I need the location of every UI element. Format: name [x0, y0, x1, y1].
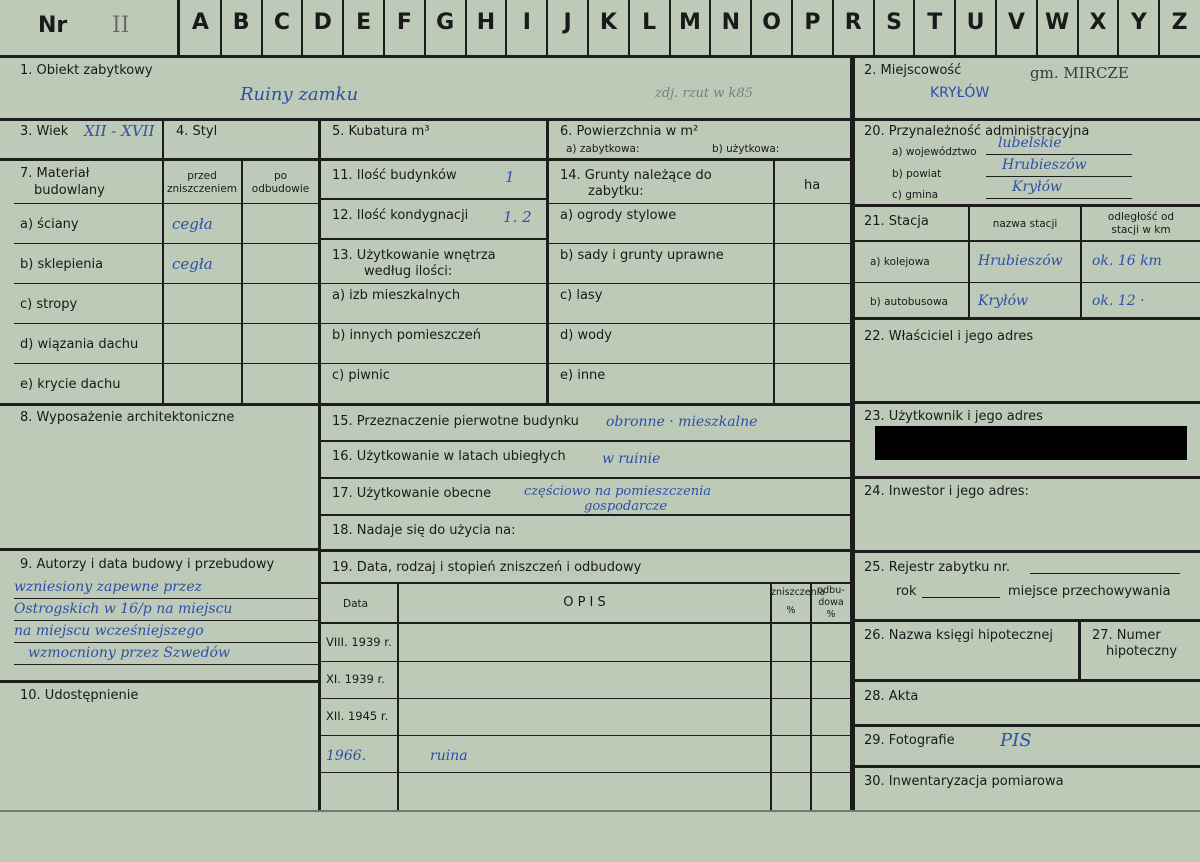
nr-value: II	[112, 13, 130, 38]
f17-bottom-line	[321, 514, 850, 516]
field-30-label: 30. Inwentaryzacja pomiarowa	[864, 774, 1064, 789]
f19-row-date: VIII. 1939 r.	[326, 635, 392, 649]
f7-row-label: b) sklepienia	[20, 257, 104, 272]
f9-line-4	[14, 664, 318, 665]
field-2-value: KRYŁÓW	[930, 85, 990, 101]
f21-head-dist-a: odległość od	[1107, 211, 1175, 223]
f19-row-opis: ruina	[430, 748, 468, 764]
f19-head-z2: %	[786, 605, 796, 616]
letter-index-a: A	[191, 10, 209, 35]
f7-row-label: e) krycie dachu	[20, 377, 121, 392]
field-27-label2: hipoteczny	[1106, 644, 1178, 659]
f14-line-1	[549, 203, 850, 204]
f21-head-line	[855, 240, 1200, 242]
field-16-label: 16. Użytkowanie w latach ubiegłych	[332, 449, 566, 464]
field-15-value: obronne · mieszkalne	[606, 414, 758, 430]
field-20-b-value: Hrubieszów	[1002, 157, 1087, 173]
field-6-label: 6. Powierzchnia w m²	[560, 124, 699, 139]
f7-row-value: cegła	[172, 215, 213, 233]
f15-bottom-line	[321, 440, 850, 442]
letter-index-h: H	[476, 10, 496, 35]
letter-index-s: S	[886, 10, 902, 35]
field-25-label: 25. Rejestr zabytku nr.	[864, 560, 1011, 575]
letter-index-d: D	[313, 10, 332, 35]
f19-row-date: XI. 1939 r.	[326, 672, 385, 686]
field-20-c-value: Kryłów	[1012, 179, 1063, 195]
f9-line-2	[14, 620, 318, 621]
f20-b-line	[986, 176, 1132, 177]
field-8-label: 8. Wyposażenie architektoniczne	[20, 410, 235, 425]
f18-bottom-line	[321, 549, 850, 552]
field-5-label: 5. Kubatura m³	[332, 124, 430, 139]
f19-head-o1: odbu-	[817, 585, 845, 596]
f14-line-5	[549, 363, 850, 364]
f13-line-1	[321, 283, 546, 284]
f24-bottom-line	[855, 550, 1200, 553]
f19-col-date	[397, 582, 399, 810]
field-2-gmina: gm. MIRCZE	[1030, 64, 1129, 82]
f7-row-line	[14, 363, 318, 364]
field-9-label: 9. Autorzy i data budowy i przebudowy	[20, 557, 275, 572]
f28-bottom-line	[855, 724, 1200, 727]
f19-row-line	[321, 735, 850, 736]
field-13-b: b) innych pomieszczeń	[332, 328, 482, 343]
field-29-label: 29. Fotografie	[864, 733, 955, 748]
f14-line-4	[549, 323, 850, 324]
field-28-label: 28. Akta	[864, 689, 919, 704]
row2-bottom-line	[0, 158, 850, 161]
letter-index-w: W	[1045, 10, 1070, 35]
f29-bottom-line	[855, 765, 1200, 768]
field-12-label: 12. Ilość kondygnacji	[332, 208, 469, 223]
letter-index-x: X	[1089, 10, 1107, 35]
field-7-label2: budowlany	[34, 183, 105, 198]
f7-col1-head-a: przed	[187, 170, 217, 182]
field-20-b: b) powiat	[892, 168, 942, 180]
f19-head-o2: dowa	[818, 597, 844, 608]
f11-bottom-line	[321, 198, 546, 200]
f21-row-distance: ok. 12 ·	[1092, 293, 1145, 309]
f7-row-label: d) wiązania dachu	[20, 337, 139, 352]
letter-index-j: J	[563, 10, 572, 35]
f20-bottom-line	[855, 204, 1200, 207]
field-25-rok: rok	[896, 584, 917, 599]
f7-col1-head-b: zniszczeniem	[166, 183, 238, 195]
letter-index-p: P	[804, 10, 821, 35]
field-22-label: 22. Właściciel i jego adres	[864, 329, 1034, 344]
f25-rok-line	[922, 597, 1000, 598]
f21-head-dist-b: stacji w km	[1111, 224, 1171, 236]
f27-bottom-line	[855, 679, 1200, 682]
field-17-value2: gospodarcze	[584, 499, 668, 514]
f23-bottom-line	[855, 476, 1200, 479]
f16-bottom-line	[321, 477, 850, 479]
field-20-a-value: lubelskie	[998, 135, 1062, 151]
f21-head-name: nazwa stacji	[992, 218, 1058, 230]
field-17-value1: częściowo na pomieszczenia	[524, 484, 712, 499]
field-20-c: c) gmina	[892, 189, 939, 201]
block-middle-line	[0, 403, 850, 406]
f13-line-2	[321, 323, 546, 324]
field-16-value: w ruinie	[602, 451, 661, 467]
nr-label: Nr	[38, 13, 68, 38]
f21-row-line	[855, 282, 1200, 283]
letter-index-l: L	[642, 10, 657, 35]
f19-row-line	[321, 661, 850, 662]
field-6-a: a) zabytkowa:	[566, 143, 640, 155]
letter-index-o: O	[762, 10, 781, 35]
field-27-label1: 27. Numer	[1092, 628, 1161, 643]
f7-row-label: c) stropy	[20, 297, 78, 312]
letter-index-n: N	[721, 10, 740, 35]
field-12-value: 1. 2	[503, 208, 532, 226]
f21-row-label: b) autobusowa	[870, 296, 948, 308]
field-21-label: 21. Stacja	[864, 214, 929, 229]
field-20-a: a) województwo	[892, 146, 977, 158]
letter-index-y: Y	[1130, 10, 1147, 35]
right-column-divider	[850, 55, 855, 812]
f25-nr-line	[1030, 573, 1180, 574]
field-1-label: 1. Obiekt zabytkowy	[20, 63, 153, 78]
field-23-label: 23. Użytkownik i jego adres	[864, 409, 1043, 424]
field-9-line: wzmocniony przez Szwedów	[28, 645, 230, 661]
f21-row-station: Hrubieszów	[978, 253, 1063, 269]
field-13-a: a) izb mieszkalnych	[332, 288, 461, 303]
letter-index-b: B	[232, 10, 250, 35]
field-4-label: 4. Styl	[176, 124, 218, 139]
f7-row-line	[14, 243, 318, 244]
field-14-unit: ha	[804, 178, 821, 193]
field-18-label: 18. Nadaje się do użycia na:	[332, 523, 516, 538]
f13-line-3	[321, 363, 546, 364]
field-13-c: c) piwnic	[332, 368, 390, 383]
field-3-label: 3. Wiek	[20, 124, 69, 139]
f19-head-date: Data	[343, 598, 369, 610]
f19-head-opis: O P I S	[563, 595, 606, 610]
f19-head-o3: %	[826, 609, 836, 620]
letter-index-u: U	[966, 10, 985, 35]
letter-index-r: R	[844, 10, 862, 35]
field-9-line: na miejscu wcześniejszego	[14, 623, 204, 639]
f7-row-line	[14, 323, 318, 324]
f19-row-date: XII. 1945 r.	[326, 709, 389, 723]
letter-index-g: G	[436, 10, 455, 35]
f19-row-line	[321, 698, 850, 699]
field-29-value: PIS	[1000, 730, 1032, 751]
f20-c-line	[986, 198, 1132, 199]
field-14-b: b) sady i grunty uprawne	[560, 248, 724, 263]
row1-bottom-line	[0, 118, 1200, 121]
f3-f4-divider	[162, 120, 164, 160]
field-23-redaction	[875, 426, 1187, 460]
f14-line-2	[549, 243, 850, 244]
f20-a-line	[986, 154, 1132, 155]
field-14-c: c) lasy	[560, 288, 603, 303]
f21-row-distance: ok. 16 km	[1092, 253, 1162, 269]
field-25-miejsce: miejsce przechowywania	[1008, 584, 1171, 599]
field-1-value: Ruiny zamku	[240, 84, 359, 105]
f7-col2-head-a: po	[273, 170, 288, 182]
field-11-value: 1	[505, 168, 515, 186]
field-13-label2: według ilości:	[364, 264, 453, 279]
field-13-label1: 13. Użytkowanie wnętrza	[332, 248, 496, 263]
letter-index-t: T	[927, 10, 943, 35]
f21-row-station: Kryłów	[978, 293, 1029, 309]
f7-row-line	[14, 203, 318, 204]
letter-index-k: K	[599, 10, 617, 35]
field-3-value: XII - XVII	[84, 122, 155, 140]
letter-index-c: C	[273, 10, 291, 35]
f7-col2-head-b: odbudowie	[251, 183, 310, 195]
field-14-label2: zabytku:	[588, 184, 644, 199]
field-15-label: 15. Przeznaczenie pierwotne budynku	[332, 414, 579, 429]
f19-row-line	[321, 772, 850, 773]
field-14-e: e) inne	[560, 368, 606, 383]
field-11-label: 11. Ilość budynków	[332, 168, 457, 183]
f19-row-date: 1966.	[326, 748, 367, 764]
left-column-divider	[318, 120, 321, 812]
f7-row-label: a) ściany	[20, 217, 79, 232]
card-bottom-edge	[0, 810, 1200, 812]
field-7-label1: 7. Materiał	[20, 166, 90, 181]
f9-bottom-line	[0, 680, 318, 683]
f25-bottom-line	[855, 619, 1200, 622]
field-24-label: 24. Inwestor i jego adres:	[864, 484, 1029, 499]
field-6-b: b) użytkowa:	[712, 143, 780, 155]
f7-row-value: cegła	[172, 255, 213, 273]
f14-line-3	[549, 283, 850, 284]
field-1-note: zdj. rzut w k85	[655, 86, 753, 101]
field-17-label: 17. Użytkowanie obecne	[332, 486, 492, 501]
f19-head-z1: zniszczenia	[771, 587, 826, 598]
field-14-a: a) ogrody stylowe	[560, 208, 677, 223]
f21-bottom-line	[855, 317, 1200, 320]
field-10-label: 10. Udostępnienie	[20, 688, 139, 703]
field-20-label: 20. Przynależność administracyjna	[864, 124, 1090, 139]
f7-row-line	[14, 283, 318, 284]
f21-row-label: a) kolejowa	[870, 256, 930, 268]
field-9-line: Ostrogskich w 16/p na miejscu	[14, 601, 233, 617]
letter-index-i: I	[522, 10, 531, 35]
field-9-line: wzniesiony zapewne przez	[14, 579, 203, 595]
field-26-label: 26. Nazwa księgi hipotecznej	[864, 628, 1053, 643]
letter-index-e: E	[356, 10, 372, 35]
header-bottom-line	[0, 55, 1200, 58]
header-nr-divider	[177, 0, 180, 55]
f12-bottom-line	[321, 238, 546, 240]
letter-index-z: Z	[1171, 10, 1188, 35]
field-14-label1: 14. Grunty należące do	[560, 168, 712, 183]
f26-f27-divider	[1078, 622, 1081, 679]
f9-line-1	[14, 598, 318, 599]
field-2-label: 2. Miejscowość	[864, 63, 962, 78]
field-14-d: d) wody	[560, 328, 612, 343]
letter-index-m: M	[679, 10, 701, 35]
f9-line-3	[14, 642, 318, 643]
letter-index-f: F	[396, 10, 412, 35]
f22-bottom-line	[855, 401, 1200, 404]
field-19-label: 19. Data, rodzaj i stopień zniszczeń i odbudowy	[332, 560, 642, 575]
letter-index-v: V	[1007, 10, 1025, 35]
f8-bottom-line	[0, 548, 318, 551]
